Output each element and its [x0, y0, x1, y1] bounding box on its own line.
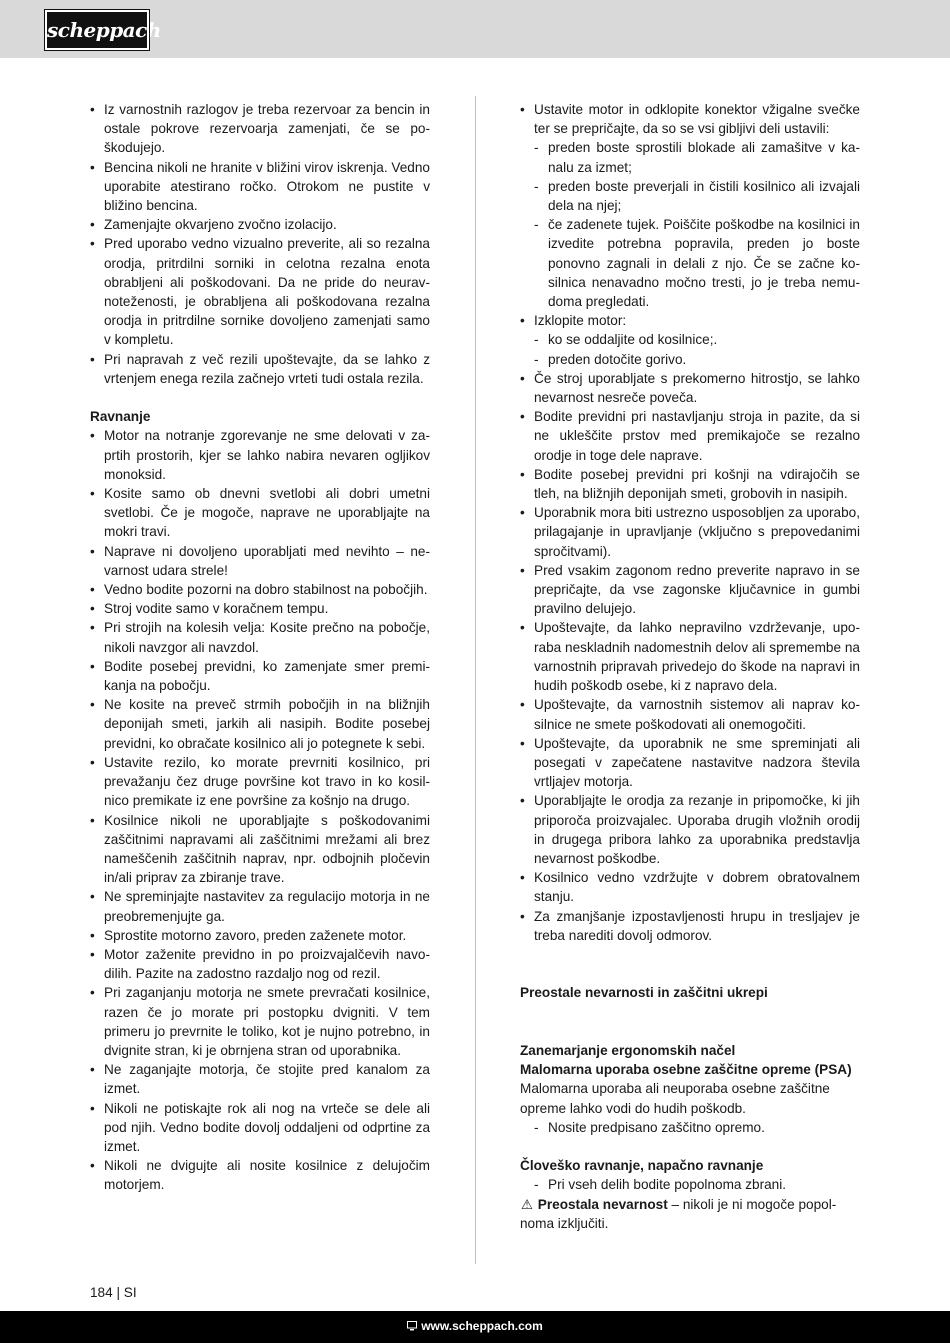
off-dash-list	[520, 330, 860, 368]
list-item: - Pri vseh delih bodite popolnoma zbrani.	[520, 1175, 860, 1194]
list-item: • Pred vsakim zagonom redno preverite napravo in se prepričajte, da vse zagonske ključavnice in gumbi pravilno delujejo.	[520, 561, 860, 619]
human-behaviour-heading: Človeško ravnanje, napačno ravnanje	[520, 1158, 764, 1174]
psa-heading: Malomarna uporaba osebne zaščitne opreme (PSA)	[520, 1062, 852, 1078]
list-item: • Ne kosite na preveč strmih pobočjih in na bližnjih deponijah smeti, jarkih ali nasipih. Bodite posebej previdni, ko obračate kosilnico ali jo potegnete k sebi.	[90, 695, 430, 753]
warning-icon: ⚠	[520, 1196, 534, 1212]
list-item: • Motor na notranje zgorevanje ne sme delovati v zaprtih prostorih, kjer se lahko nabira nevaren ogljikov monoksid.	[90, 426, 430, 484]
ravnanje-list	[90, 426, 430, 1194]
residual-risk-text: – nikoli je ni mogoče popolnoma izključiti.	[520, 1196, 837, 1231]
list-item: • Bodite posebej previdni, ko zamenjate smer premikanja na pobočju.	[90, 657, 430, 695]
list-item: • Kosite samo ob dnevni svetlobi ali dobri umetni svetlobi. Če je mogoče, naprave ne uporabljajte na mokri travi.	[90, 484, 430, 542]
list-item: • Ustavite motor in odklopite konektor vžigalne svečke ter se prepričajte, da so se vsi gibljivi deli ustavili:	[520, 100, 860, 138]
list-item: • Nikoli ne potiskajte rok ali nog na vrteče se dele ali pod njih. Vedno bodite dovolj oddaljeni od odprtine za izmet.	[90, 1099, 430, 1157]
list-item: • Vedno bodite pozorni na dobro stabilnost na pobočjih.	[90, 580, 430, 599]
list-item: • Če stroj uporabljate s prekomerno hitrostjo, se lahko nevarnost nesreče poveča.	[520, 369, 860, 407]
right-column	[520, 100, 860, 1233]
list-item: • Izklopite motor:	[520, 311, 860, 330]
list-item: • Upoštevajte, da lahko nepravilno vzdrževanje, uporaba neskladnih nadomestnih delov ali spremembe na varnostnih pripravah privedejo do škode na napravi in hudih poškodb osebe, ki z napravo dela.	[520, 618, 860, 695]
stop-list	[520, 100, 860, 138]
list-item: • Upoštevajte, da uporabnik ne sme spreminjati ali posegati v zapečatene nastavitve nadzora števila vrtljajev motorja.	[520, 734, 860, 792]
list-item: - če zadenete tujek. Poiščite poškodbe na kosilnici in izvedite potrebna popravila, preden jo boste ponovno zagnali in delali z njo. Če se začne kosilnica nenavadno močno tresti, jo je treba nemudoma pregledati.	[520, 215, 860, 311]
list-item: • Za zmanjšanje izpostavljenosti hrupu in tresljajev je treba narediti dovolj odmorov.	[520, 907, 860, 945]
list-item: • Stroj vodite samo v koračnem tempu.	[90, 599, 430, 618]
list-item: • Motor zaženite previdno in po proizvajalčevih navodilih. Pazite na zadostno razdaljo nog od rezil.	[90, 945, 430, 983]
list-item: • Uporabljajte le orodja za rezanje in pripomočke, ki jih priporoča proizvajalec. Uporaba drugih vložnih orodij in drugega pribora lahko za uporabnika predstavlja nevarnost poškodbe.	[520, 791, 860, 868]
list-item: • Naprave ni dovoljeno uporabljati med nevihto – nevarnost udara strele!	[90, 542, 430, 580]
left-top-list	[90, 100, 430, 388]
list-item: • Upoštevajte, da varnostnih sistemov ali naprav kosilnice ne smete poškodovati ali onemogočiti.	[520, 695, 860, 733]
list-item: • Ne spreminjajte nastavitev za regulacijo motorja in ne preobremenjujte ga.	[90, 887, 430, 925]
residual-risks-heading: Preostale nevarnosti in zaščitni ukrepi	[520, 985, 768, 1001]
residual-risk-note	[520, 1195, 860, 1233]
footer-bar	[0, 1311, 950, 1343]
section-title-ravnanje: Ravnanje	[90, 409, 151, 425]
left-column	[90, 100, 430, 1195]
list-item: - preden boste preverjali in čistili kosilnico ali izvajali dela na njej;	[520, 177, 860, 215]
right-bullet-list	[520, 369, 860, 945]
column-divider	[475, 96, 476, 1264]
list-item: • Kosilnico vedno vzdržujte v dobrem obratovalnem stanju.	[520, 868, 860, 906]
list-item: • Pri napravah z več rezili upoštevajte, da se lahko z vrtenjem enega rezila začnejo vrteti tudi ostala rezila.	[90, 350, 430, 388]
psa-dash-list	[520, 1118, 860, 1137]
list-item: • Bodite posebej previdni pri košnji na vdirajočih se tleh, na bližnjih deponijah smeti, grobovih in nasipih.	[520, 465, 860, 503]
website-link[interactable]: www.scheppach.com	[421, 1319, 543, 1333]
list-item: - ko se oddaljite od kosilnice;.	[520, 330, 860, 349]
list-item: • Ustavite rezilo, ko morate prevrniti kosilnico, pri prevažanju čez druge površine kot travo in ko kosilnico premikate iz ene površine za košnjo na drugo.	[90, 753, 430, 811]
list-item: • Pred uporabo vedno vizualno preverite, ali so rezalna orodja, pritrdilni sorniki in celotna rezalna enota obrabljeni ali poškodovani. Da ne pride do neuravnoteženosti, je obrabljena ali poškodovana rezalna orodja in pritrdilne sornike dovoljeno zamenjati samo v kompletu.	[90, 234, 430, 349]
list-item: • Zamenjajte okvarjeno zvočno izolacijo.	[90, 215, 430, 234]
list-item: - preden boste sprostili blokade ali zamašitve v kanalu za izmet;	[520, 138, 860, 176]
list-item: • Kosilnice nikoli ne uporabljajte s poškodovanimi zaščitnimi napravami ali zaščitnimi mrežami ali brez nameščenih zaščitnih naprav, npr. odbojnih pločevin in/ali priprav za zbiranje trave.	[90, 811, 430, 888]
list-item: • Nikoli ne dvigujte ali nosite kosilnice z delujočim motorjem.	[90, 1156, 430, 1194]
ergonomics-heading: Zanemarjanje ergonomskih načel	[520, 1042, 736, 1058]
psa-text: Malomarna uporaba ali neuporaba osebne zaščitne opreme lahko vodi do hudih poškodb.	[520, 1081, 830, 1116]
list-item: • Pri zaganjanju motorja ne smete prevračati kosilnice, razen če jo morate pri postopku dvigniti. V tem primeru jo prevrnite le toliko, kot je nujno potrebno, in dvignite stran, ki je obrnjena stran od uporabnika.	[90, 983, 430, 1060]
list-item: • Bencina nikoli ne hranite v bližini virov iskrenja. Vedno uporabite atestirano ročko. Otrokom ne pustite v bližino bencina.	[90, 158, 430, 216]
off-list	[520, 311, 860, 330]
residual-risk-label: Preostala nevarnost	[537, 1196, 668, 1212]
list-item: - Nosite predpisano zaščitno opremo.	[520, 1118, 860, 1137]
list-item: • Bodite previdni pri nastavljanju stroja in pazite, da si ne ukleščite prstov med premikajoče se rezalno orodje in toge dele naprave.	[520, 407, 860, 465]
header-band	[0, 0, 950, 58]
list-item: • Sprostite motorno zavoro, preden zaženete motor.	[90, 926, 430, 945]
page-number: 184 | SI	[90, 1285, 137, 1300]
list-item: • Pri strojih na kolesih velja: Kosite prečno na pobočje, nikoli navzgor ali navzdol.	[90, 618, 430, 656]
list-item: • Uporabnik mora biti ustrezno usposobljen za uporabo, prilagajanje in upravljanje (vključno s prepovedanimi spročitvami).	[520, 503, 860, 561]
monitor-icon	[407, 1311, 417, 1341]
list-item: - preden dotočite gorivo.	[520, 350, 860, 369]
list-item: • Iz varnostnih razlogov je treba rezervoar za bencin in ostale pokrove rezervoarja zamenjati, če se poškodujejo.	[90, 100, 430, 158]
human-dash-list	[520, 1175, 860, 1194]
scheppach-logo: scheppach	[45, 10, 149, 50]
stop-dash-list	[520, 138, 860, 311]
list-item: • Ne zaganjajte motorja, če stojite pred kanalom za izmet.	[90, 1060, 430, 1098]
